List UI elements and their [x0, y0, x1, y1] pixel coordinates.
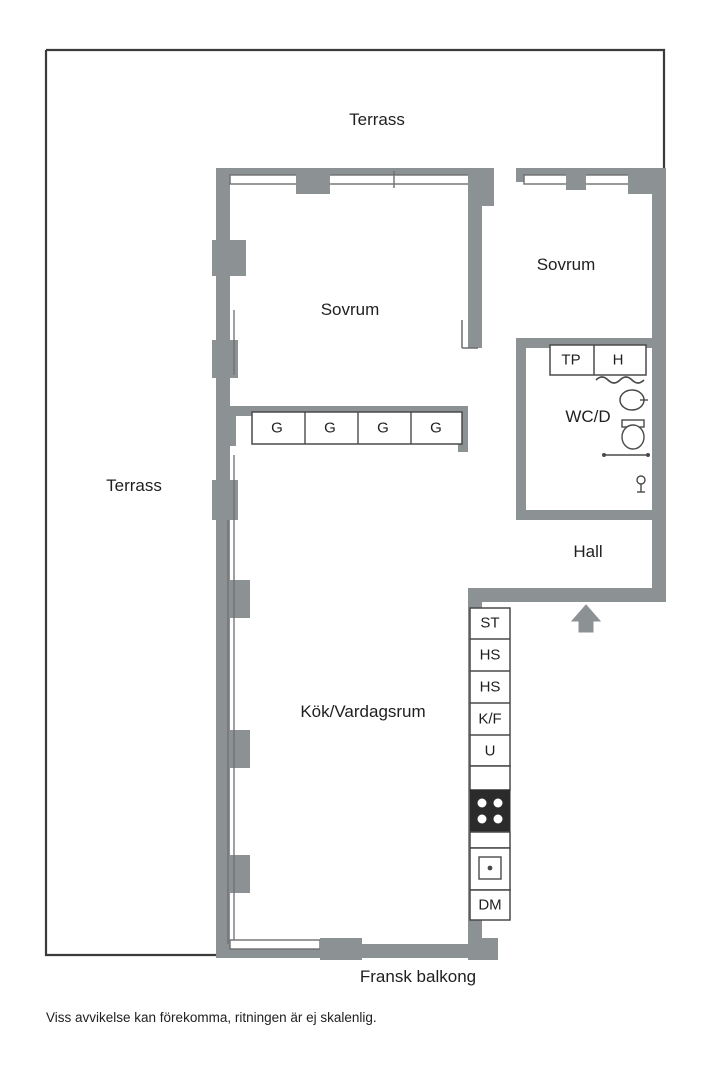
box-label-kyl-frys: K/F — [478, 710, 502, 728]
stove-icon — [470, 790, 510, 832]
box-label-stadskap: ST — [480, 614, 500, 632]
apartment-walls — [216, 168, 666, 958]
box-label-tvattpelare: TP — [561, 351, 581, 369]
wall-wc-left — [516, 338, 526, 520]
wall-right-hall — [652, 516, 666, 588]
box-label-hogskap-1: HS — [479, 646, 501, 664]
room-label-terrass-top: Terrass — [349, 110, 405, 129]
box-label-wardrobe-g-3: G — [377, 419, 389, 437]
room-label-sovrum-1: Sovrum — [320, 300, 380, 319]
room-label-wc-d: WC/D — [565, 407, 611, 426]
room-label-kok: Kök/Vardagsrum — [300, 702, 426, 721]
wall-wc-bottom — [516, 510, 666, 520]
toilet-icon — [622, 420, 644, 449]
room-label-balkong: Fransk balkong — [359, 967, 477, 986]
box-label-wardrobe-g-1: G — [271, 419, 283, 437]
wall-hall-front — [468, 588, 666, 602]
drawing-footnote: Viss avvikelse kan förekomma, ritningen är ej skalenlig. — [46, 1010, 377, 1025]
box-label-handduk: H — [612, 351, 624, 369]
box-label-wardrobe-g-2: G — [324, 419, 336, 437]
room-label-sovrum-2: Sovrum — [536, 255, 596, 274]
entrance-arrow-icon — [572, 605, 600, 632]
box-label-ugn: U — [484, 742, 496, 760]
kitchen-sink-icon — [470, 848, 510, 890]
box-label-wardrobe-g-4: G — [430, 419, 442, 437]
wall-closet-left — [216, 406, 236, 446]
floor-drain-icon — [637, 476, 645, 492]
room-label-hall: Hall — [573, 542, 603, 561]
box-label-hogskap-2: HS — [479, 678, 501, 696]
openings — [212, 168, 666, 960]
kitchen-bench — [470, 766, 510, 790]
shower-icon — [596, 377, 644, 383]
box-label-diskmaskin: DM — [478, 896, 502, 914]
room-label-terrass-left: Terrass — [106, 476, 162, 495]
